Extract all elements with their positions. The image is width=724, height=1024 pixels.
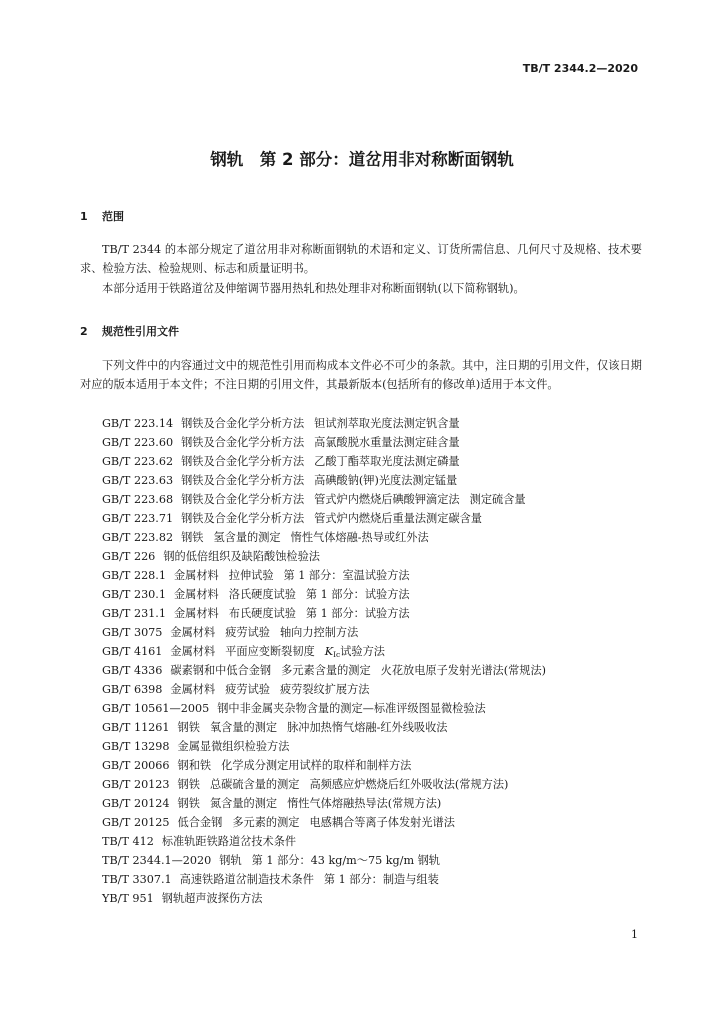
reference-code: TB/T 3307.1 xyxy=(102,873,172,886)
reference-item xyxy=(102,547,642,566)
reference-title-part: 第 1 部分：制造与组装 xyxy=(323,873,439,886)
reference-code: GB/T 20066 xyxy=(102,759,170,772)
reference-item xyxy=(102,756,642,775)
reference-symbol-subscript: Ic xyxy=(333,650,341,659)
reference-title-part: 碳素钢和中低合金钢 xyxy=(170,664,272,677)
reference-item xyxy=(102,737,642,756)
reference-title-part: 乙酸丁酯萃取光度法测定磷量 xyxy=(314,455,460,468)
reference-code: GB/T 20125 xyxy=(102,816,170,829)
reference-item xyxy=(102,528,642,547)
section-2-heading xyxy=(80,323,179,339)
reference-title-part: 测定硫含量 xyxy=(469,493,526,506)
reference-title-part: 金属材料 xyxy=(173,607,219,620)
reference-title-part: 管式炉内燃烧后碘酸钾滴定法 xyxy=(314,493,460,506)
reference-title-part: 钢的低倍组织及缺陷酸蚀检验法 xyxy=(163,550,320,563)
reference-title-part: 高频感应炉燃烧后红外吸收法(常规方法) xyxy=(309,778,509,791)
reference-title-part: 钢铁及合金化学分析方法 xyxy=(181,474,305,487)
reference-title-part: 轴向力控制方法 xyxy=(279,626,359,639)
reference-title-part: 氮含量的测定 xyxy=(209,797,278,810)
reference-title-part: 第 1 部分：试验方法 xyxy=(305,607,410,620)
page-number: 1 xyxy=(631,928,638,941)
reference-title-part: 钢轨超声波探伤方法 xyxy=(161,892,263,905)
reference-code: GB/T 6398 xyxy=(102,683,163,696)
reference-title-part: 金属材料 xyxy=(170,645,216,658)
reference-title-part: 管式炉内燃烧后重量法测定碳含量 xyxy=(314,512,482,525)
reference-title-part: 疲劳试验 xyxy=(225,683,270,696)
reference-item xyxy=(102,889,642,908)
reference-code: GB/T 11261 xyxy=(102,721,170,734)
reference-title-part: 标准轨距铁路道岔技术条件 xyxy=(161,835,297,848)
reference-title-part: 低合金钢 xyxy=(177,816,223,829)
reference-title-part: 疲劳试验 xyxy=(225,626,270,639)
reference-title-part: 钢铁及合金化学分析方法 xyxy=(181,436,305,449)
reference-title-part: 氧含量的测定 xyxy=(209,721,278,734)
reference-item xyxy=(102,452,642,471)
reference-title-part: 钽试剂萃取光度法测定钒含量 xyxy=(314,417,460,430)
reference-item xyxy=(102,794,642,813)
reference-title-part: 钢铁 xyxy=(181,531,204,544)
reference-title-part: 高氯酸脱水重量法测定硅含量 xyxy=(314,436,460,449)
reference-title-part: 脉冲加热惰气熔融-红外线吸收法 xyxy=(287,721,448,734)
reference-code: GB/T 223.60 xyxy=(102,436,174,449)
section-number: 1 xyxy=(80,210,88,223)
reference-title-part: 高碘酸钠(钾)光度法测定锰量 xyxy=(314,474,458,487)
reference-title-part: 金属材料 xyxy=(170,626,216,639)
reference-title-part: 火花放电原子发射光谱法(常规法) xyxy=(380,664,546,677)
reference-title-suffix: 试验方法 xyxy=(340,645,385,658)
reference-code: GB/T 3075 xyxy=(102,626,163,639)
reference-title-part: 高速铁路道岔制造技术条件 xyxy=(179,873,314,886)
reference-item xyxy=(102,775,642,794)
reference-title-part: 钢和铁 xyxy=(177,759,212,772)
reference-code: GB/T 228.1 xyxy=(102,569,166,582)
reference-title-part: 钢轨 xyxy=(219,854,242,867)
reference-item xyxy=(102,585,642,604)
reference-code: GB/T 4336 xyxy=(102,664,163,677)
reference-item xyxy=(102,870,642,889)
reference-symbol: K xyxy=(324,645,334,658)
reference-title-part: 钢铁及合金化学分析方法 xyxy=(181,512,305,525)
reference-title-part: 钢铁及合金化学分析方法 xyxy=(181,455,305,468)
reference-title-part: 金属材料 xyxy=(173,588,219,601)
reference-item xyxy=(102,813,642,832)
reference-title-part: 第 1 部分：室温试验方法 xyxy=(283,569,410,582)
reference-item xyxy=(102,699,642,718)
standard-code: TB/T 2344.2—2020 xyxy=(522,62,638,75)
reference-title-part: 疲劳裂纹扩展方法 xyxy=(279,683,370,696)
reference-item xyxy=(102,642,642,661)
reference-item xyxy=(102,433,642,452)
reference-item xyxy=(102,414,642,433)
reference-title-part: 金属材料 xyxy=(170,683,216,696)
reference-item xyxy=(102,851,642,870)
reference-code: GB/T 223.14 xyxy=(102,417,174,430)
reference-title-part: 钢铁 xyxy=(177,778,200,791)
reference-item xyxy=(102,509,642,528)
reference-title-part: 钢铁 xyxy=(177,721,200,734)
reference-title-part: 布氏硬度试验 xyxy=(228,607,296,620)
reference-code: GB/T 20124 xyxy=(102,797,170,810)
reference-title-part: 化学成分测定用试样的取样和制样方法 xyxy=(221,759,412,772)
reference-code: GB/T 226 xyxy=(102,550,156,563)
reference-title-part: 总碳硫含量的测定 xyxy=(209,778,300,791)
section-title: 规范性引用文件 xyxy=(102,325,179,338)
reference-item xyxy=(102,471,642,490)
reference-title-part: 多元素的测定 xyxy=(232,816,300,829)
reference-title-part: 第 1 部分：43 kg/m～75 kg/m 钢轨 xyxy=(251,854,440,867)
reference-code: GB/T 223.82 xyxy=(102,531,174,544)
reference-code: TB/T 2344.1—2020 xyxy=(102,854,212,867)
reference-item xyxy=(102,490,642,509)
section-title: 范围 xyxy=(102,210,124,223)
reference-item xyxy=(102,661,642,680)
reference-item xyxy=(102,680,642,699)
reference-title-part: 拉伸试验 xyxy=(228,569,274,582)
reference-code: GB/T 231.1 xyxy=(102,607,166,620)
reference-title-part: 钢铁 xyxy=(177,797,200,810)
reference-title-part: 洛氏硬度试验 xyxy=(228,588,296,601)
reference-title-part: 钢铁及合金化学分析方法 xyxy=(181,417,305,430)
reference-code: YB/T 951 xyxy=(102,892,154,905)
normative-references-intro: 下列文件中的内容通过文中的规范性引用而构成本文件必不可少的条款。其中，注日期的引用文件，仅该日期对应的版本适用于本文件；不注日期的引用文件，其最新版本(包括所有的修改单)适用于本文件。 xyxy=(80,359,642,391)
scope-paragraph-2: 本部分适用于铁路道岔及伸缩调节器用热轧和热处理非对称断面钢轨(以下简称钢轨)。 xyxy=(102,282,525,295)
reference-title-part: 金属材料 xyxy=(173,569,219,582)
reference-title-part: 惰性气体熔融热导法(常规方法) xyxy=(287,797,442,810)
section-number: 2 xyxy=(80,325,88,338)
reference-code: TB/T 412 xyxy=(102,835,154,848)
reference-code: GB/T 20123 xyxy=(102,778,170,791)
reference-code: GB/T 4161 xyxy=(102,645,163,658)
reference-item xyxy=(102,604,642,623)
reference-title-part: 钢中非金属夹杂物含量的测定—标准评级图显微检验法 xyxy=(217,702,486,715)
reference-item xyxy=(102,832,642,851)
scope-paragraph-1: TB/T 2344 的本部分规定了道岔用非对称断面钢轨的术语和定义、订货所需信息、几何尺寸及规格、技术要求、检验方法、检验规则、标志和质量证明书。 xyxy=(80,243,642,275)
section-1-heading xyxy=(80,208,124,224)
reference-title-part: 多元素含量的测定 xyxy=(281,664,371,677)
reference-title-part: 钢铁及合金化学分析方法 xyxy=(181,493,305,506)
reference-code: GB/T 223.62 xyxy=(102,455,174,468)
reference-item xyxy=(102,623,642,642)
reference-code: GB/T 13298 xyxy=(102,740,170,753)
reference-title-part: 电感耦合等离子体发射光谱法 xyxy=(309,816,455,829)
reference-code: GB/T 10561—2005 xyxy=(102,702,210,715)
reference-code: GB/T 223.71 xyxy=(102,512,174,525)
reference-code: GB/T 223.68 xyxy=(102,493,174,506)
document-title: 钢轨 第 2 部分：道岔用非对称断面钢轨 xyxy=(210,150,514,169)
reference-title-part: 氢含量的测定 xyxy=(213,531,281,544)
reference-title-part: 惰性气体熔融-热导或红外法 xyxy=(290,531,429,544)
reference-title-part: 金属显微组织检验方法 xyxy=(177,740,290,753)
reference-title-part: 第 1 部分：试验方法 xyxy=(305,588,410,601)
reference-list xyxy=(102,414,642,908)
reference-code: GB/T 223.63 xyxy=(102,474,174,487)
reference-item xyxy=(102,718,642,737)
reference-title-part: 平面应变断裂韧度 xyxy=(225,645,315,658)
reference-item xyxy=(102,566,642,585)
reference-code: GB/T 230.1 xyxy=(102,588,166,601)
